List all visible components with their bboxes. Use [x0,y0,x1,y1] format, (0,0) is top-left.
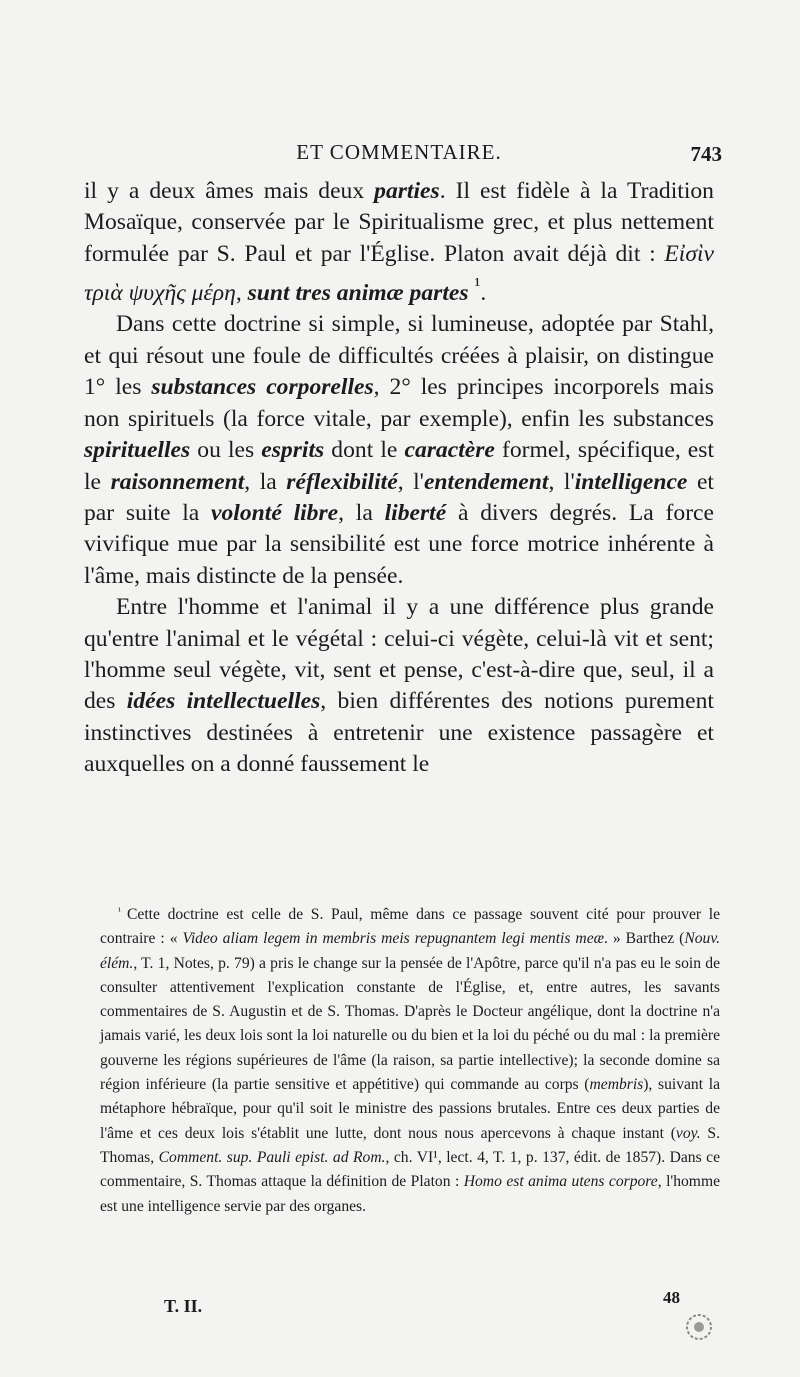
citation: voy. [675,1124,701,1142]
text-run: , l' [397,468,424,495]
page-footer [100,1288,680,1326]
page-number: 743 [690,142,722,166]
paragraph-2 [84,309,714,592]
text-run: Dans cette doctrine si simple, si lumineuse, adoptée par Stahl, et qui résout une foule de difficultés créées à plaisir, on distingue 1° les [84,311,714,401]
emphasis: idées intellectuelles [126,688,321,715]
greek-quote: Εἰσὶν τριὰ ψυχῆς μέρη [84,240,714,307]
text-run: Cette doctrine est celle de S. Paul, même dans ce passage souvent cité pour prouver le contraire : « [100,906,720,948]
paragraph-3 [84,592,714,780]
paragraph-1 [84,176,714,309]
text-run: dont le [324,437,405,464]
citation: Nouv. élém. [100,930,721,972]
emphasis: esprits [261,437,325,464]
text-run: Entre l'homme et l'animal il y a une différence plus grande qu'entre l'animal et le végétal : celui-ci végète, celui-là vit et sent; l'homme seul végète, vit, sent et pense, c'est-à-dire que, seul, il a des [84,594,714,715]
emphasis: raisonnement [110,468,245,495]
text-run: , la [244,468,287,495]
text-run: , [235,280,248,307]
text-run: , bien différentes des notions purement instinctives destinées à entretenir une existence passagère et auxquelles on a donné faussement le [84,688,714,778]
signature-mark: 48 [663,1288,680,1307]
emphasis: intelligence [574,468,688,495]
text-run: , l' [548,468,575,495]
emphasis: spirituelles [84,437,191,464]
text-run: ou les [190,437,262,464]
running-title: ET COMMENTAIRE. [296,140,502,164]
page-header [84,138,722,168]
text-run: ), suivant la métaphore hébraïque, pour qu'il soit le ministre des passions brutales. Entre ces deux parties de l'âme et ces deux lois s'établit une lutte, dont nous nous apercevons à chaque instant ( [100,1076,721,1142]
text-run: formel, spécifique, est le [84,437,715,495]
emphasis: caractère [404,437,495,464]
latin-quote: sunt tres animæ partes [247,280,469,307]
emphasis: entendement [423,468,549,495]
citation: Homo est anima utens corpore [463,1173,658,1191]
text-run: et par suite la [84,468,714,526]
text-run: , 2° les principes incorporels mais non spirituels (la force vitale, par exemple), enfin les substances [84,374,714,432]
main-text [84,176,714,781]
emphasis: parties [374,178,440,204]
volume-label: T. II. [164,1296,203,1316]
citation: Comment. sup. Pauli epist. ad Rom. [158,1148,386,1166]
text-run: à divers degrés. La force vivifique mue par la sensibilité est une force motrice inhérente à l'âme, mais distincte de la pensée. [84,499,714,589]
citation: Video aliam legem in membris meis repugnantem legi mentis meæ [182,930,605,948]
text-run: , la [338,499,385,526]
text-run: . [480,280,487,307]
footnote-paragraph [100,900,720,1219]
text-run: il y a deux âmes mais deux [84,178,375,204]
emphasis: réflexibilité [286,468,398,495]
citation: membris [589,1076,644,1094]
footnote-reference: ¹ [474,274,481,297]
text-run: S. Thomas, [100,1124,720,1166]
emphasis: substances corporelles [151,374,374,401]
text-run: . Il est fidèle à la Tradition Mosaïque, conservée par le Spiritualisme grec, et plus nettement formulée par S. Paul et par l'Église. Platon avait déjà dit : [84,178,714,267]
text-run: . » Barthez ( [604,930,685,948]
library-stamp-icon [682,1310,716,1344]
text-run: , T. 1, Notes, p. 79) a pris le change sur la pensée de l'Apôtre, parce qu'il n'a pas eu le soin de consulter attentivement l'explication constante de l'Église, et, entre autres, les savants commentaires de S. Augustin et de S. Thomas. D'après le Docteur angélique, dont la doctrine n'a jamais varié, les deux lois sont la loi naturelle ou du bien et la loi du péché ou du mal : la première gouverne les régions supérieures de l'âme (la raison, sa partie intellective); la seconde domine sa région inférieure (la partie sensitive et appétitive) qui commande au corps ( [100,954,720,1094]
footnote-marker: ¹ [118,906,121,917]
text-run: , ch. VI¹, lect. 4, T. 1, p. 137, édit. de 1857). Dans ce commentaire, S. Thomas attaque la définition de Platon : [100,1148,720,1191]
text-run: , l'homme est une intelligence servie par des organes. [100,1173,720,1215]
emphasis: volonté libre [211,499,339,526]
emphasis: liberté [384,499,447,526]
footnote [100,900,720,1219]
